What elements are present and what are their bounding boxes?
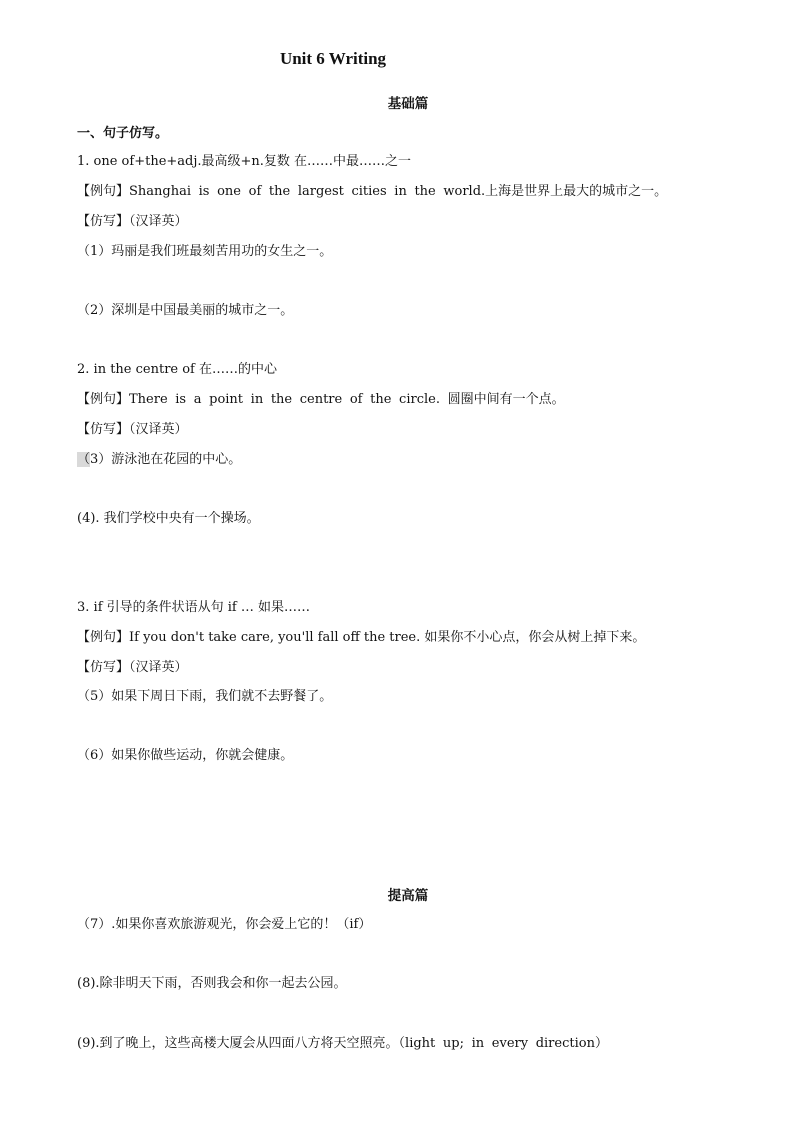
question-6: （6）如果你做些运动，你就会健康。 bbox=[77, 748, 294, 763]
question-7: （7）.如果你喜欢旅游观光，你会爱上它的！（if） bbox=[77, 917, 372, 932]
question-4: (4). 我们学校中央有一个操场。 bbox=[77, 511, 260, 526]
imitate-label-3: 【仿写】（汉译英） bbox=[77, 660, 188, 675]
worksheet-title: Unit 6 Writing bbox=[279, 49, 387, 68]
question-8: (8).除非明天下雨，否则我会和你一起去公园。 bbox=[77, 976, 347, 991]
part1-heading: 一、句子仿写。 bbox=[77, 126, 169, 141]
question-3-text: 3）游泳池在花园的中心。 bbox=[90, 452, 242, 467]
example-3: 【例句】If you don't take care, you'll fall off the tree. 如果你不小心点，你会从树上掉下来。 bbox=[77, 630, 646, 645]
question-5: （5）如果下周日下雨，我们就不去野餐了。 bbox=[77, 689, 333, 704]
example-2: 【例句】There is a point in the centre of the circle. 圆圈中间有一个点。 bbox=[77, 392, 565, 407]
imitate-label-2: 【仿写】（汉译英） bbox=[77, 422, 188, 437]
imitate-label-1: 【仿写】（汉译英） bbox=[77, 214, 188, 229]
question-3-marker: （ bbox=[77, 452, 91, 467]
example-1: 【例句】Shanghai is one of the largest cities in the world.上海是世界上最大的城市之一。 bbox=[77, 184, 668, 199]
question-2: （2）深圳是中国最美丽的城市之一。 bbox=[77, 303, 294, 318]
pattern-1: 1. one of+the+adj.最高级+n.复数 在……中最……之一 bbox=[77, 154, 412, 169]
pattern-3: 3. if 引导的条件状语从句 if … 如果…… bbox=[77, 600, 311, 615]
pattern-2: 2. in the centre of 在……的中心 bbox=[77, 362, 278, 377]
question-3 bbox=[77, 451, 241, 469]
question-1: （1）玛丽是我们班最刻苦用功的女生之一。 bbox=[77, 244, 333, 259]
basic-section-heading: 基础篇 bbox=[387, 96, 429, 112]
question-9: (9).到了晚上，这些高楼大厦会从四面八方将天空照亮。（light up; in every direction） bbox=[77, 1036, 608, 1051]
advanced-section-heading: 提高篇 bbox=[387, 888, 429, 904]
